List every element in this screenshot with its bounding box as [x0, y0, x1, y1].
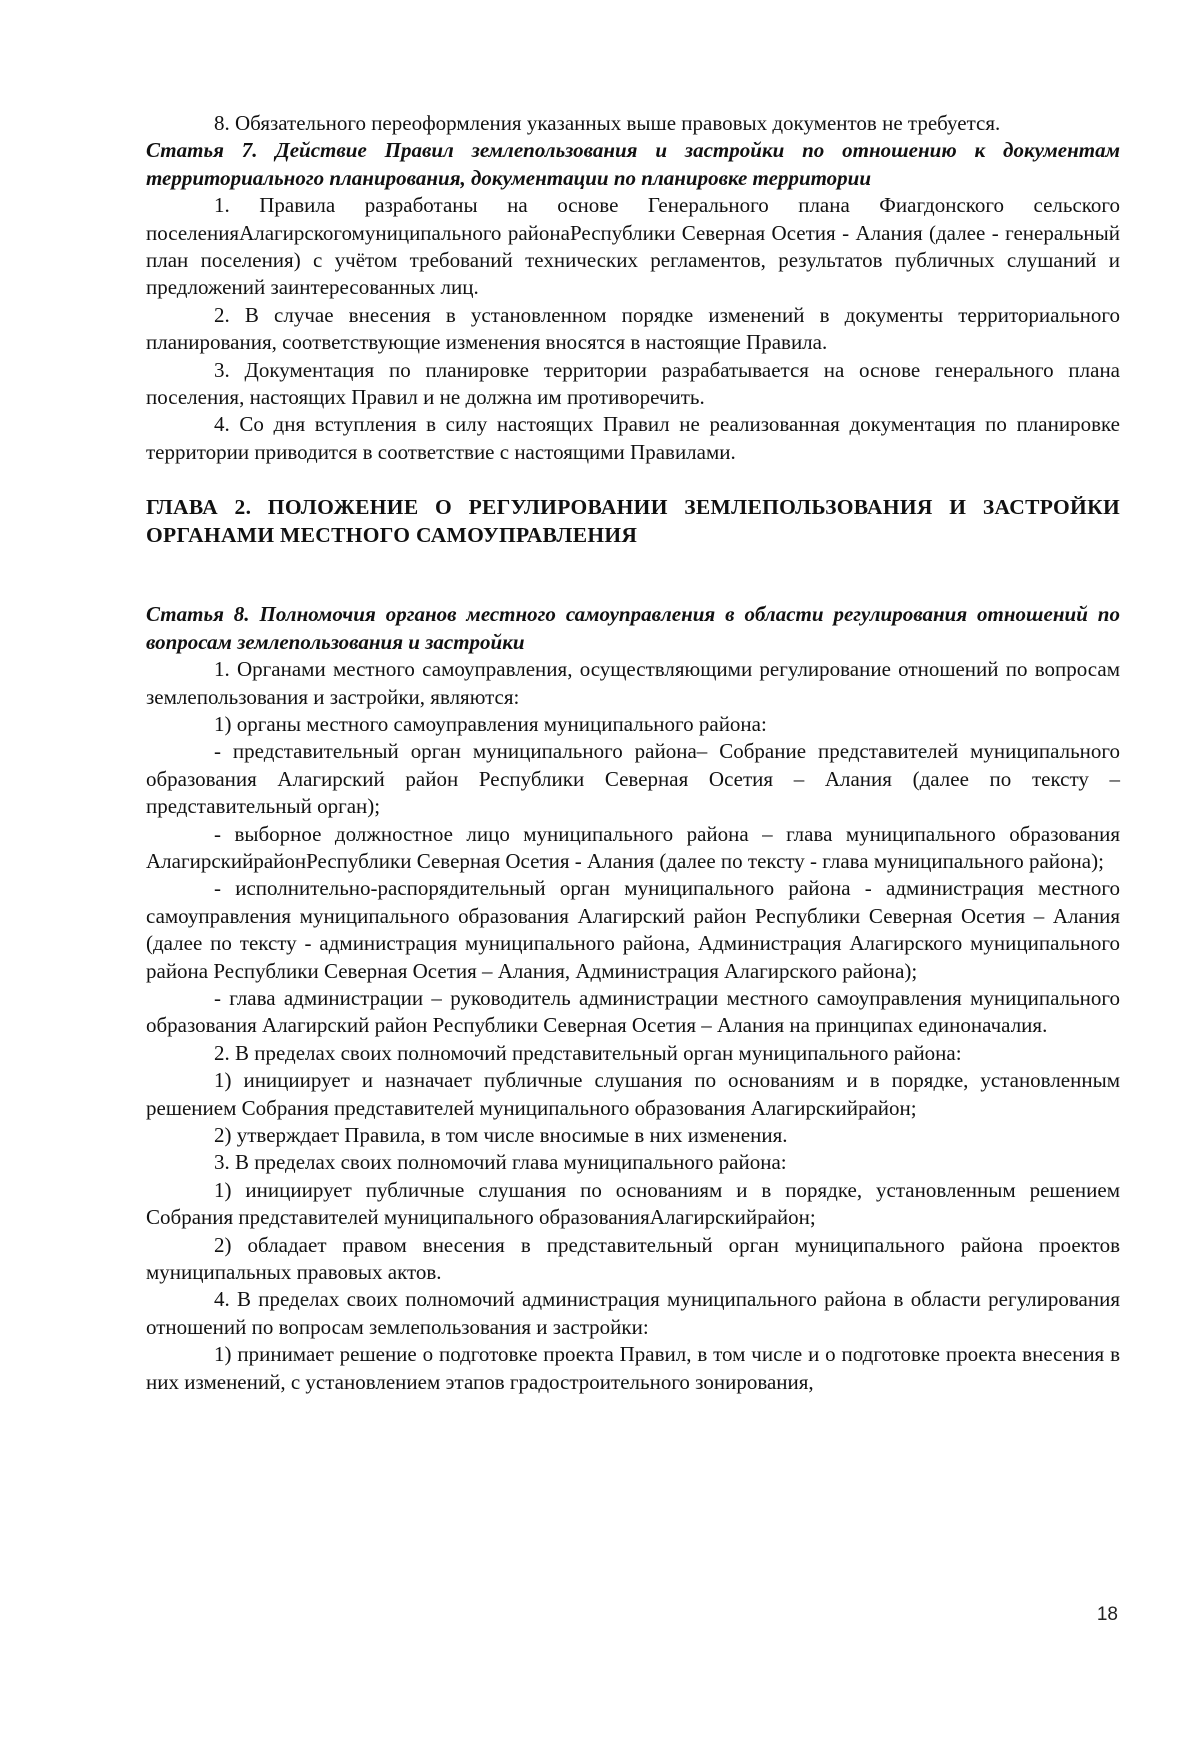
article-8-paragraph-3: 3. В пределах своих полномочий глава муниципального района: — [214, 1150, 787, 1175]
article-8-dash-item-representative: - представительный орган муниципального района– Собрание представителей муниципального образования Алагирский район Республики Северная Осетия – Алания (далее по тексту – представительный орган); — [146, 739, 1120, 819]
article-8-paragraph-4: 4. В пределах своих полномочий администрация муниципального района в области регулирования отношений по вопросам землепользования и застройки: — [146, 1287, 1120, 1339]
article-7-paragraph-4: 4. Со дня вступления в силу настоящих Правил не реализованная документация по планировке территории приводится в соответствие с настоящими Правилами. — [146, 412, 1120, 464]
article-8-paragraph-4-item-1: 1) принимает решение о подготовке проекта Правил, в том числе и о подготовке проекта внесения в них изменений, с установлением этапов градостроительного зонирования, — [146, 1342, 1120, 1394]
article-8-paragraph-2-item-2: 2) утверждает Правила, в том числе вносимые в них изменения. — [214, 1123, 788, 1147]
article-8-title: Статья 8. Полномочия органов местного самоуправления в области регулирования отношений по вопросам землепользования и застройки — [146, 602, 1120, 654]
article-7-paragraph-3: 3. Документация по планировке территории разрабатывается на основе генерального плана поселения, настоящих Правил и не должна им противоречить. — [146, 357, 1120, 410]
article-8-dash-item-administration: - исполнительно-распорядительный орган муниципального района - администрация местного самоуправления муниципального образования Алагирский район Республики Северная Осетия – Алания (далее по тексту - администрация муниципального района, Администрация Алагирского муниципального района Республики Северная Осетия – Алания, Администрация Алагирского района); — [146, 876, 1120, 983]
article-8-paragraph-3-item-1: 1) инициирует публичные слушания по основаниям и в порядке, установленным решением Собрания представителей муниципального образованияАлагирскийрайон; — [146, 1177, 1120, 1230]
article-8-paragraph-1: 1. Органами местного самоуправления, осуществляющими регулирование отношений по вопросам землепользования и застройки, являются: — [146, 657, 1120, 709]
item-8: 8. Обязательного переоформления указанных выше правовых документов не требуется. — [214, 111, 1001, 135]
article-8-dash-item-head: - выборное должностное лицо муниципального района – глава муниципального образования АлагирскийрайонРеспублики Северная Осетия - Алания (далее по тексту - глава муниципального района); — [146, 821, 1120, 873]
article-7-paragraph-1: 1. Правила разработаны на основе Генерального плана Фиагдонского сельского поселенияАлагирскогомуниципального районаРеспублики Северная Осетия - Алания (далее - генеральный план поселения) с учётом требований технических регламентов, результатов публичных слушаний и предложений заинтересованных лиц. — [146, 193, 1120, 300]
article-8-paragraph-2: 2. В пределах своих полномочий представительный орган муниципального района: — [214, 1040, 962, 1065]
page-body — [146, 110, 1120, 1396]
chapter-2-title: ГЛАВА 2. ПОЛОЖЕНИЕ О РЕГУЛИРОВАНИИ ЗЕМЛЕПОЛЬЗОВАНИЯ И ЗАСТРОЙКИ ОРГАНАМИ МЕСТНОГО САМОУПРАВЛЕНИЯ — [146, 495, 1120, 548]
page-number: 18 — [1096, 1604, 1118, 1625]
article-8-subitem-1: 1) органы местного самоуправления муниципального района: — [214, 711, 767, 736]
article-7-paragraph-2: 2. В случае внесения в установленном порядке изменений в документы территориального планирования, соответствующие изменения вносятся в настоящие Правила. — [146, 302, 1120, 355]
article-7-title: Статья 7. Действие Правил землепользования и застройки по отношению к документам территориального планирования, документации по планировке территории — [146, 138, 1120, 190]
article-8-dash-item-head-of-administration: - глава администрации – руководитель администрации местного самоуправления муниципального образования Алагирский район Республики Северная Осетия – Алания на принципах единоначалия. — [146, 985, 1120, 1038]
article-8-paragraph-2-item-1: 1) инициирует и назначает публичные слушания по основаниям и в порядке, установленным решением Собрания представителей муниципального образования Алагирскийрайон; — [146, 1068, 1120, 1120]
article-8-paragraph-3-item-2: 2) обладает правом внесения в представительный орган муниципального района проектов муниципальных правовых актов. — [146, 1232, 1120, 1285]
